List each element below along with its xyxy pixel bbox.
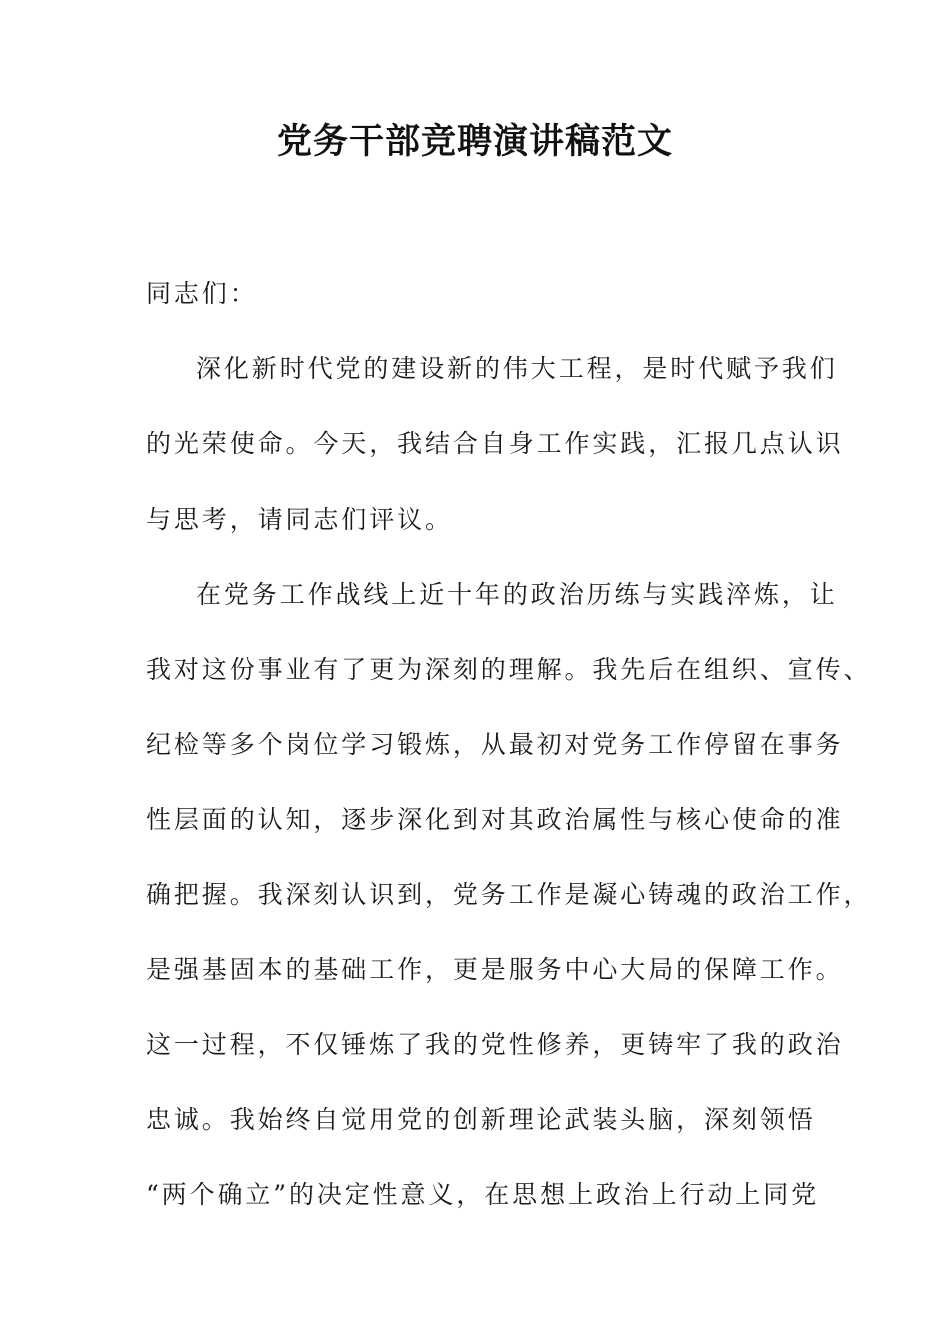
paragraph-line: 的光荣使命。今天，我结合自身工作实践，汇报几点认识 — [146, 429, 844, 458]
paragraph-line: “两个确立”的决定性意义，在思想上政治上行动上同党 — [146, 1180, 820, 1209]
paragraph-line: 性层面的认知，逐步深化到对其政治属性与核心使命的准 — [146, 805, 844, 834]
paragraph-line: 纪检等多个岗位学习锻炼，从最初对党务工作停留在事务 — [146, 730, 844, 759]
paragraph-line: 深化新时代党的建设新的伟大工程，是时代赋予我们 — [196, 354, 838, 383]
paragraph-line: 与思考，请同志们评议。 — [146, 505, 453, 534]
paragraph-line: 忠诚。我始终自觉用党的创新理论武装头脑，深刻领悟 — [146, 1105, 816, 1134]
paragraph-line: 我对这份事业有了更为深刻的理解。我先后在组织、宣传、 — [146, 655, 872, 684]
paragraph-line: 确把握。我深刻认识到，党务工作是凝心铸魂的政治工作， — [146, 880, 872, 909]
paragraph-line: 这一过程，不仅锤炼了我的党性修养，更铸牢了我的政治 — [146, 1030, 844, 1059]
salutation: 同志们： — [146, 279, 258, 308]
paragraph-line: 在党务工作战线上近十年的政治历练与实践淬炼，让 — [196, 580, 838, 609]
paragraph-line: 是强基固本的基础工作，更是服务中心大局的保障工作。 — [146, 955, 844, 984]
document-title: 党务干部竞聘演讲稿范文 — [276, 122, 673, 162]
